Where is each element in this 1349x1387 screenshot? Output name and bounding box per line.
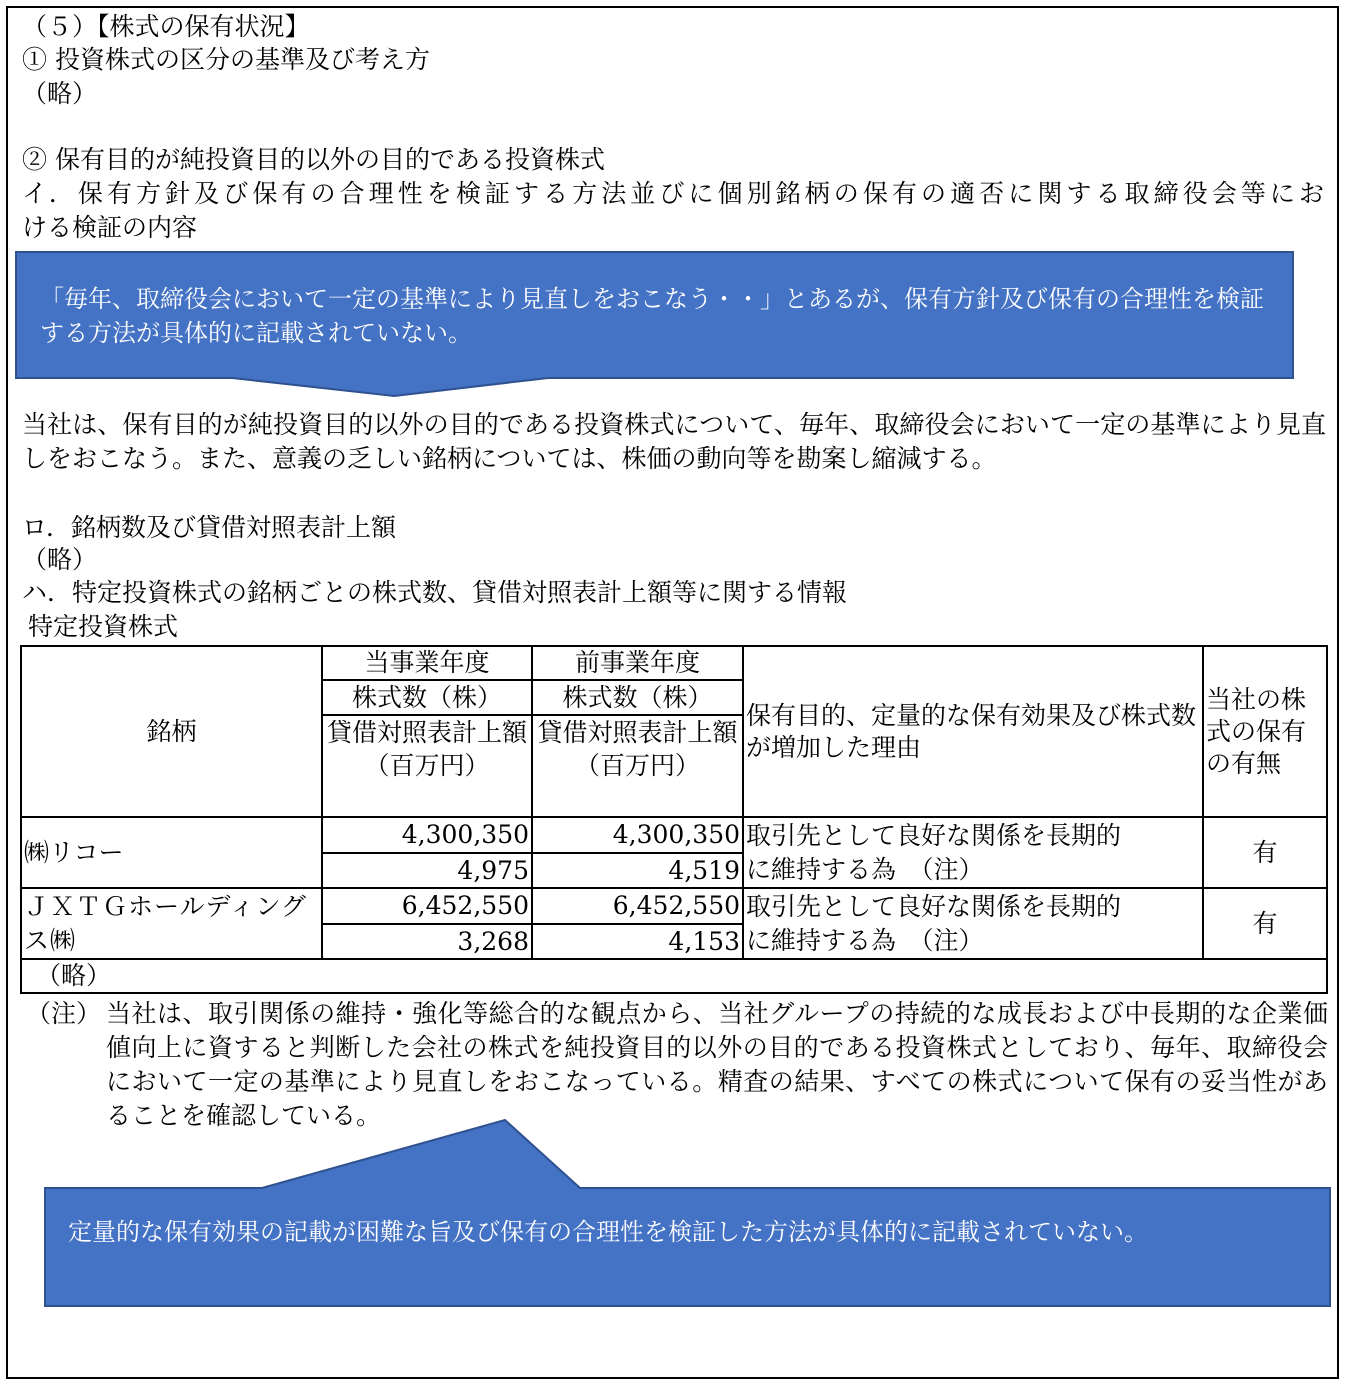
header-current-unit: （百万円） (364, 751, 490, 780)
row1-previous-amount: 4,519 (532, 853, 743, 888)
row1-previous-shares: 4,300,350 (532, 817, 743, 853)
row1-name: ㈱リコー (21, 817, 322, 888)
header-current-shares: 株式数（株） (322, 680, 532, 715)
note-label: （注） (26, 999, 102, 1028)
section-title: （５）【株式の保有状況】 (22, 12, 310, 41)
item2-ha-title: ハ．特定投資株式の銘柄ごとの株式数、貸借対照表計上額等に関する情報 (22, 578, 848, 607)
callout1-text: 「毎年、取締役会において一定の基準により見直しをおこなう・・」とあるが、保有方針及び保有の合理性を検証する方法が具体的に記載されていない。 (40, 285, 1264, 347)
row2-previous-amount: 4,153 (532, 924, 743, 959)
header-purpose: 保有目的、定量的な保有効果及び株式数が増加した理由 (743, 646, 1203, 817)
row2-cross-holding: 有 (1203, 888, 1327, 959)
item2-i-body: 当社は、保有目的が純投資目的以外の目的である投資株式について、毎年、取締役会において一定の基準により見直しをおこなう。また、意義の乏しい銘柄については、株価の動向等を勘案し縮減する。 (22, 410, 1326, 473)
item2-i-title-line2: ける検証の内容 (22, 213, 198, 242)
callout2-text: 定量的な保有効果の記載が困難な旨及び保有の合理性を検証した方法が具体的に記載されていない。 (68, 1218, 1148, 1246)
row1-purpose (743, 817, 1203, 888)
table-omitted: （略） (21, 959, 1327, 993)
header-previous-bs-label: 貸借対照表計上額 (537, 718, 738, 747)
header-previous-year: 前事業年度 (532, 646, 743, 680)
stock-holdings-table (20, 645, 1328, 994)
row1-current-amount: 4,975 (322, 853, 532, 888)
table-caption: 特定投資株式 (28, 612, 179, 641)
row1-current-shares: 4,300,350 (322, 817, 532, 853)
row2-current-shares: 6,452,550 (322, 888, 532, 924)
header-current-year: 当事業年度 (322, 646, 532, 680)
note-text: 当社は、取引関係の維持・強化等総合的な観点から、当社グループの持続的な成長および中長期的な企業価値向上に資すると判断した会社の株式を純投資目的以外の目的である投資株式としており、毎年、取締役会において一定の基準により見直しをおこなっている。精査の結果、すべての株式について保有の妥当性があることを確認している。 (106, 999, 1328, 1130)
row2-name: ＪＸＴＧホールディングス㈱ (21, 888, 322, 959)
row2-purpose (743, 888, 1203, 959)
header-previous-unit: （百万円） (574, 751, 700, 780)
row2-previous-shares: 6,452,550 (532, 888, 743, 924)
row2-purpose-line2: に維持する為 （注） (746, 925, 984, 955)
header-previous-amount (532, 715, 743, 817)
row1-purpose-line1: 取引先として良好な関係を長期的 (746, 820, 1122, 850)
item1-omitted: （略） (22, 79, 98, 108)
item2-ro-title: ロ．銘柄数及び貸借対照表計上額 (22, 513, 397, 542)
table-row (21, 888, 1327, 924)
header-previous-shares: 株式数（株） (532, 680, 743, 715)
header-cross-holding: 当社の株式の保有の有無 (1203, 646, 1327, 817)
item2-i-title-line1: イ．保有方針及び保有の合理性を検証する方法並びに個別銘柄の保有の適否に関する取締役会等にお (22, 179, 1324, 208)
row1-purpose-line2: に維持する為 （注） (746, 854, 984, 884)
item1-title: ① 投資株式の区分の基準及び考え方 (22, 45, 430, 74)
row2-purpose-line1: 取引先として良好な関係を長期的 (746, 891, 1122, 921)
row1-cross-holding: 有 (1203, 817, 1327, 888)
header-current-bs-label: 貸借対照表計上額 (326, 718, 527, 747)
header-name: 銘柄 (21, 646, 322, 817)
item2-ro-omitted: （略） (22, 545, 98, 574)
header-current-amount (322, 715, 532, 817)
item2-title: ② 保有目的が純投資目的以外の目的である投資株式 (22, 145, 605, 174)
row2-current-amount: 3,268 (322, 924, 532, 959)
table-row (21, 817, 1327, 853)
